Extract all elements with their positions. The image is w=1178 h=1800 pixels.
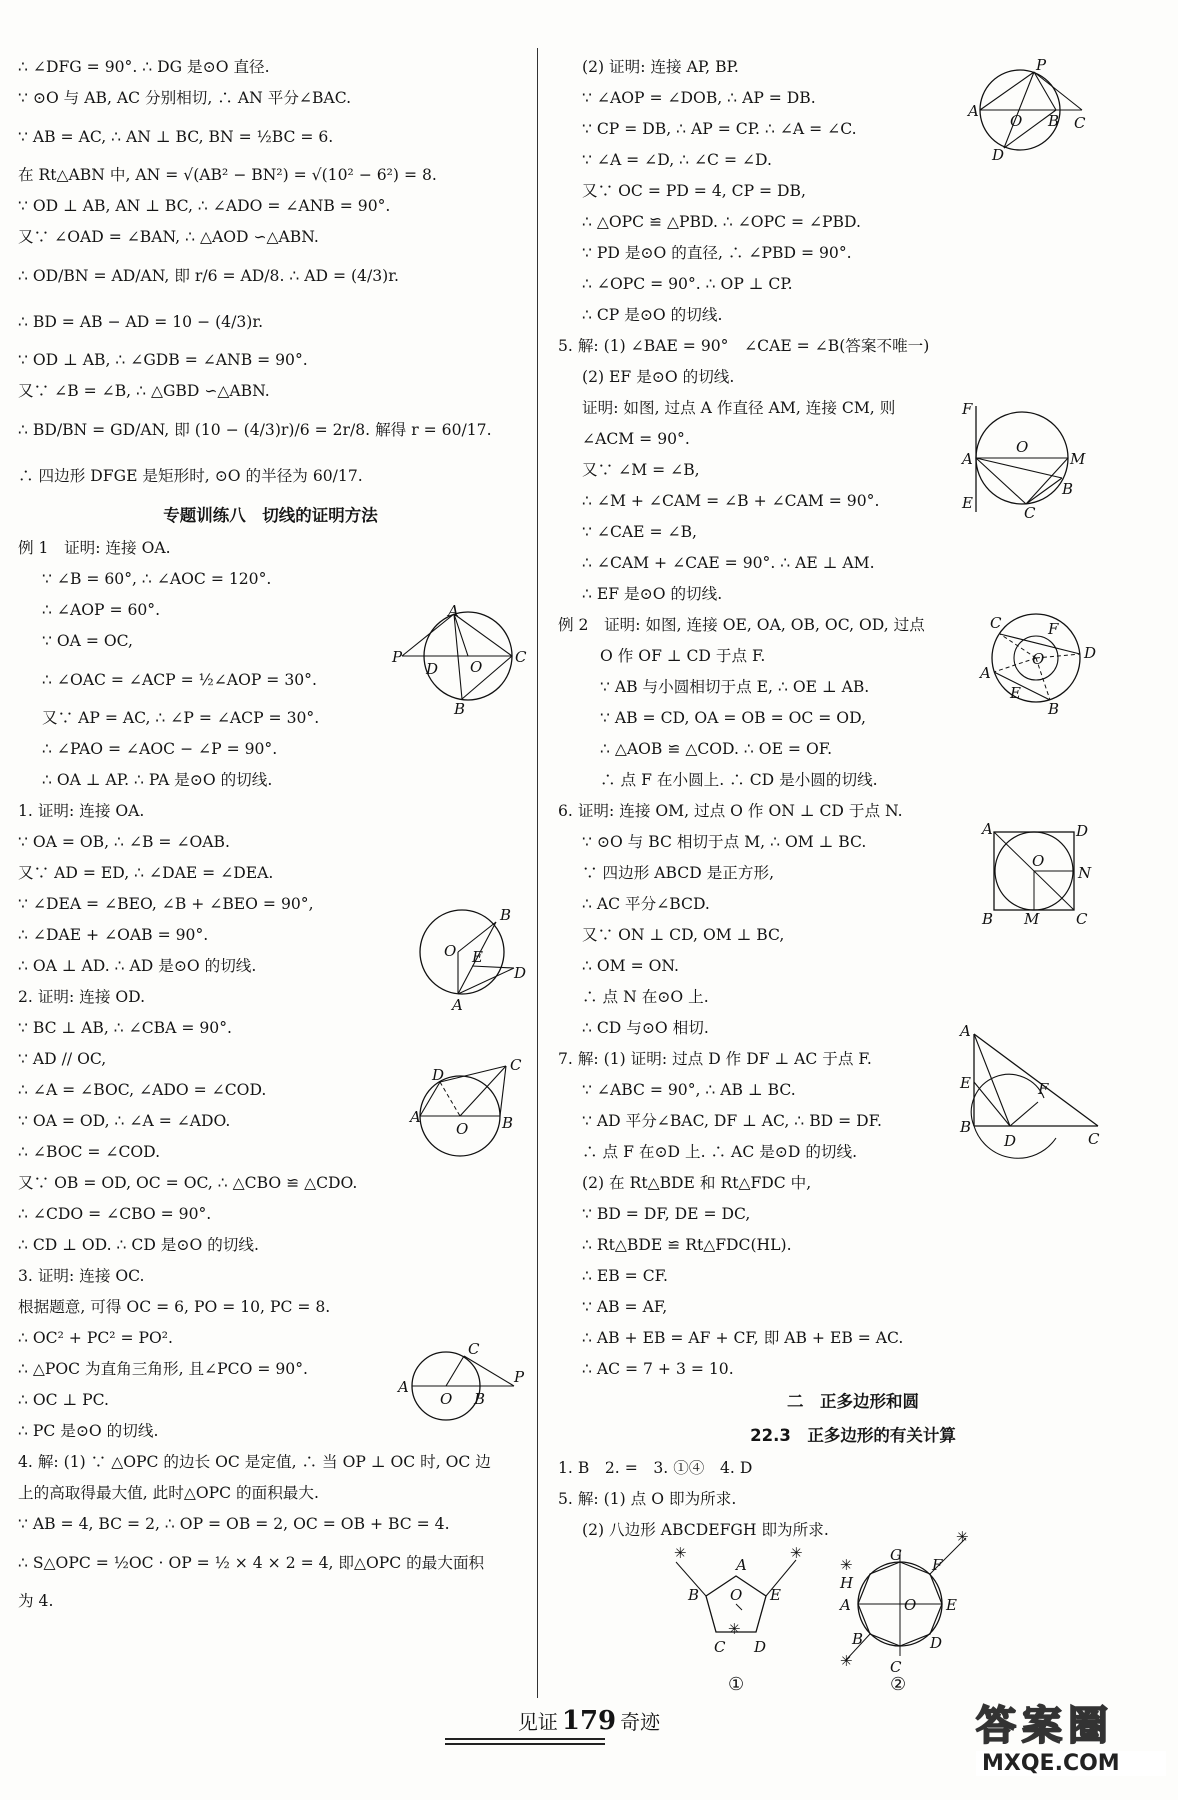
right-column	[558, 52, 1148, 1546]
svg-text:M: M	[1070, 450, 1086, 468]
svg-text:C: C	[714, 1638, 726, 1656]
svg-text:D: D	[426, 660, 439, 678]
svg-text:B: B	[688, 1586, 700, 1604]
text-line: ∴ ∠CDO = ∠CBO = 90°.	[18, 1205, 212, 1223]
text-line: ∵ ⊙O 与 AB, AC 分别相切, ∴ AN 平分∠BAC.	[18, 89, 352, 107]
svg-text:A: A	[410, 1108, 421, 1126]
figure-problem7	[960, 1022, 1110, 1150]
figure-caption: ②	[890, 1674, 907, 1695]
text-line: 例 1 证明: 连接 OA.	[18, 539, 171, 557]
svg-text:F: F	[962, 400, 973, 418]
figure-problem3	[398, 1340, 524, 1430]
text-line: 又∵ ∠OAD = ∠BAN, ∴ △AOD ∽△ABN.	[18, 228, 319, 246]
watermark-title: 答案圈	[976, 1703, 1114, 1749]
figure-problem1	[414, 902, 527, 1014]
svg-text:G: G	[890, 1546, 902, 1564]
figure-problem6	[982, 822, 1092, 926]
text-line: ∴ ∠DFG = 90°. ∴ DG 是⊙O 直径.	[18, 58, 270, 76]
text-line: ∵ AD // OC,	[18, 1050, 107, 1068]
text-line: 又∵ ∠M = ∠B,	[582, 461, 700, 479]
figure-construction-octagon	[826, 1528, 976, 1678]
svg-text:E: E	[472, 948, 483, 966]
text-line: ∴ ∠A = ∠BOC, ∠ADO = ∠COD.	[18, 1081, 267, 1099]
text-line: ∴ BD = AB − AD = 10 − (4/3)r.	[18, 313, 264, 331]
footer-left-text: 见证	[517, 1710, 558, 1734]
text-line: ∵ ∠DEA = ∠BEO, ∠B + ∠BEO = 90°,	[18, 895, 314, 913]
text-line: ∵ AB = 4, BC = 2, ∴ OP = OB = 2, OC = OB + BC = 4.	[18, 1515, 450, 1533]
svg-text:P: P	[1036, 56, 1047, 74]
text-line: ∵ 四边形 ABCD 是正方形,	[582, 864, 775, 882]
figure-example2	[980, 604, 1100, 718]
text-line: ∵ ∠A = ∠D, ∴ ∠C = ∠D.	[582, 151, 772, 169]
text-line: ∴ OC ⊥ PC.	[18, 1391, 109, 1409]
text-line: ∵ ∠B = 60°, ∴ ∠AOC = 120°.	[42, 570, 272, 588]
text-line: 又∵ AP = AC, ∴ ∠P = ∠ACP = 30°.	[42, 709, 320, 727]
svg-text:B: B	[852, 1630, 864, 1648]
text-line: 1. B 2. = 3. ①④ 4. D	[558, 1459, 753, 1477]
text-line: ∴ ∠AOP = 60°.	[42, 601, 161, 619]
text-line: ∴ ∠BOC = ∠COD.	[18, 1143, 161, 1161]
text-line: ∴ EF 是⊙O 的切线.	[582, 585, 723, 603]
svg-text:D: D	[1076, 822, 1089, 840]
svg-text:P: P	[514, 1368, 525, 1386]
svg-text:B: B	[1048, 700, 1060, 718]
svg-text:B: B	[1048, 112, 1060, 130]
text-line: 5. 解: (1) 点 O 即为所求.	[558, 1490, 737, 1508]
footer-rule	[445, 1738, 605, 1740]
text-line: 6. 证明: 连接 OM, 过点 O 作 ON ⊥ CD 于点 N.	[558, 802, 903, 820]
svg-text:D: D	[992, 146, 1005, 164]
text-line: (2) 在 Rt△BDE 和 Rt△FDC 中,	[582, 1174, 812, 1192]
text-line: ∵ OA = OD, ∴ ∠A = ∠ADO.	[18, 1112, 231, 1130]
text-line: ∴ AC 平分∠BCD.	[582, 895, 710, 913]
text-line: ∵ PD 是⊙O 的直径, ∴ ∠PBD = 90°.	[582, 244, 852, 262]
svg-text:C: C	[515, 648, 527, 666]
svg-text:C: C	[1088, 1130, 1100, 1148]
text-line: 又∵ ∠B = ∠B, ∴ △GBD ∽△ABN.	[18, 382, 270, 400]
text-line: ∵ ∠AOP = ∠DOB, ∴ AP = DB.	[582, 89, 816, 107]
text-line: 7. 解: (1) 证明: 过点 D 作 DF ⊥ AC 于点 F.	[558, 1050, 872, 1068]
text-line: ∠ACM = 90°.	[582, 430, 690, 448]
text-line: ∴ ∠OPC = 90°. ∴ OP ⊥ CP.	[582, 275, 793, 293]
text-line: ∴ ∠OAC = ∠ACP = ½∠AOP = 30°.	[42, 671, 317, 689]
svg-text:E: E	[946, 1596, 957, 1614]
text-line: ∴ CP 是⊙O 的切线.	[582, 306, 723, 324]
figure-problem2	[410, 1058, 526, 1162]
text-line: ∴ OA ⊥ AP. ∴ PA 是⊙O 的切线.	[42, 771, 273, 789]
text-line: ∵ BD = DF, DE = DC,	[582, 1205, 751, 1223]
svg-text:M: M	[1024, 910, 1040, 928]
svg-text:O: O	[444, 942, 457, 960]
text-line: ∴ Rt△BDE ≌ Rt△FDC(HL).	[582, 1236, 792, 1254]
svg-text:A: A	[980, 664, 991, 682]
svg-text:✳: ✳	[956, 1528, 969, 1546]
svg-text:O: O	[456, 1120, 469, 1138]
text-line: ∵ AB = CD, OA = OB = OC = OD,	[600, 709, 866, 727]
text-line: 在 Rt△ABN 中, AN = √(AB² − BN²) = √(10² − 6²) = 8.	[18, 166, 437, 184]
text-line: 为 4.	[18, 1592, 54, 1610]
svg-text:D: D	[930, 1634, 943, 1652]
footer-right-text: 奇迹	[620, 1710, 661, 1734]
text-line: ∴ PC 是⊙O 的切线.	[18, 1422, 159, 1440]
text-line: ∵ AB = AF,	[582, 1298, 668, 1316]
text-line: (2) 八边形 ABCDEFGH 即为所求.	[582, 1521, 829, 1539]
svg-text:F: F	[1038, 1080, 1049, 1098]
text-line: ∴ S△OPC = ½OC · OP = ½ × 4 × 2 = 4, 即△OPC 的最大面积	[18, 1554, 485, 1572]
svg-text:C: C	[1076, 910, 1088, 928]
svg-text:O: O	[904, 1596, 917, 1614]
svg-text:D: D	[432, 1066, 445, 1084]
text-line: ∵ BC ⊥ AB, ∴ ∠CBA = 90°.	[18, 1019, 232, 1037]
svg-text:O: O	[1032, 650, 1045, 668]
svg-text:O: O	[1010, 112, 1023, 130]
svg-text:P: P	[392, 648, 403, 666]
svg-text:H: H	[840, 1574, 854, 1592]
text-line: O 作 OF ⊥ CD 于点 F.	[600, 647, 766, 665]
text-line: (2) 证明: 连接 AP, BP.	[582, 58, 739, 76]
text-line: ∵ AD 平分∠BAC, DF ⊥ AC, ∴ BD = DF.	[582, 1112, 882, 1130]
svg-text:A: A	[968, 102, 979, 120]
section-heading: 专题训练八 切线的证明方法	[163, 506, 378, 525]
text-line: ∴ OM = ON.	[582, 957, 679, 975]
text-line: 又∵ OB = OD, OC = OC, ∴ △CBO ≌ △CDO.	[18, 1174, 358, 1192]
svg-text:C: C	[1024, 504, 1036, 522]
text-line: ∴ △OPC ≌ △PBD. ∴ ∠OPC = ∠PBD.	[582, 213, 861, 231]
svg-text:A: A	[840, 1596, 851, 1614]
svg-text:C: C	[990, 614, 1002, 632]
svg-text:A: A	[736, 1556, 747, 1574]
text-line: 上的高取得最大值, 此时△OPC 的面积最大.	[18, 1484, 319, 1502]
text-line: ∴ OA ⊥ AD. ∴ AD 是⊙O 的切线.	[18, 957, 257, 975]
text-line: ∵ CP = DB, ∴ AP = CP. ∴ ∠A = ∠C.	[582, 120, 857, 138]
text-line: ∴ 四边形 DFGE 是矩形时, ⊙O 的半径为 60/17.	[18, 467, 363, 485]
svg-text:D: D	[1084, 644, 1097, 662]
svg-text:✳: ✳	[674, 1544, 687, 1562]
svg-text:A: A	[452, 996, 463, 1014]
column-divider	[537, 48, 538, 1698]
svg-text:D: D	[514, 964, 527, 982]
svg-text:A: A	[448, 602, 459, 620]
svg-text:E: E	[960, 1074, 971, 1092]
watermark-url: MXQE.COM	[976, 1751, 1166, 1776]
svg-text:E: E	[770, 1586, 781, 1604]
text-line: ∵ OA = OC,	[42, 632, 134, 650]
svg-text:B: B	[454, 700, 466, 718]
text-line: 又∵ ON ⊥ CD, OM ⊥ BC,	[582, 926, 785, 944]
svg-text:A: A	[982, 820, 993, 838]
subsection-heading: 22.3 正多边形的有关计算	[750, 1426, 956, 1445]
text-line: ∴ ∠DAE + ∠OAB = 90°.	[18, 926, 209, 944]
text-line: 2. 证明: 连接 OD.	[18, 988, 146, 1006]
figure-problem4-2	[968, 56, 1088, 164]
watermark	[976, 1694, 1166, 1790]
svg-text:A: A	[960, 1022, 971, 1040]
svg-text:✳: ✳	[790, 1544, 803, 1562]
figure-caption: ①	[728, 1674, 745, 1695]
text-line: 1. 证明: 连接 OA.	[18, 802, 145, 820]
text-line: 3. 证明: 连接 OC.	[18, 1267, 145, 1285]
text-line: 又∵ AD = ED, ∴ ∠DAE = ∠DEA.	[18, 864, 274, 882]
text-line: ∴ AC = 7 + 3 = 10.	[582, 1360, 734, 1378]
text-line: ∵ OD ⊥ AB, ∴ ∠GDB = ∠ANB = 90°.	[18, 351, 308, 369]
svg-text:C: C	[890, 1658, 902, 1676]
svg-text:F: F	[1048, 620, 1059, 638]
text-line: ∵ ∠CAE = ∠B,	[582, 523, 697, 541]
text-line: 5. 解: (1) ∠BAE = 90° ∠CAE = ∠B(答案不唯一)	[558, 337, 930, 355]
text-line: ∵ AB = AC, ∴ AN ⊥ BC, BN = ½BC = 6.	[18, 128, 334, 146]
section-heading: 二 正多边形和圆	[787, 1392, 919, 1411]
svg-text:O: O	[730, 1586, 743, 1604]
svg-text:C: C	[510, 1056, 522, 1074]
text-line: ∵ ∠ABC = 90°, ∴ AB ⊥ BC.	[582, 1081, 796, 1099]
text-line: ∴ OD/BN = AD/AN, 即 r/6 = AD/8. ∴ AD = (4/3)r.	[18, 267, 399, 285]
text-line: ∴ 点 N 在⊙O 上.	[582, 988, 709, 1006]
svg-text:✳: ✳	[840, 1556, 853, 1574]
svg-text:B: B	[960, 1118, 972, 1136]
figure-example1	[392, 602, 527, 718]
svg-text:D: D	[754, 1638, 767, 1656]
svg-text:A: A	[398, 1378, 409, 1396]
svg-text:B: B	[474, 1390, 486, 1408]
text-line: ∵ ⊙O 与 BC 相切于点 M, ∴ OM ⊥ BC.	[582, 833, 867, 851]
svg-text:F: F	[932, 1556, 943, 1574]
svg-text:A: A	[962, 450, 973, 468]
text-line: ∴ ∠CAM + ∠CAE = 90°. ∴ AE ⊥ AM.	[582, 554, 875, 572]
page-number: 179	[561, 1706, 617, 1736]
text-line: ∵ OA = OB, ∴ ∠B = ∠OAB.	[18, 833, 230, 851]
svg-text:B: B	[502, 1114, 514, 1132]
text-line: 证明: 如图, 过点 A 作直径 AM, 连接 CM, 则	[582, 399, 896, 417]
text-line: ∴ ∠M + ∠CAM = ∠B + ∠CAM = 90°.	[582, 492, 880, 510]
text-line: ∴ AB + EB = AF + CF, 即 AB + EB = AC.	[582, 1329, 904, 1347]
svg-text:O: O	[440, 1390, 453, 1408]
svg-text:✳: ✳	[840, 1652, 853, 1670]
svg-text:N: N	[1078, 864, 1092, 882]
text-line: ∴ ∠PAO = ∠AOC − ∠P = 90°.	[42, 740, 278, 758]
text-line: 例 2 证明: 如图, 连接 OE, OA, OB, OC, OD, 过点	[558, 616, 925, 634]
text-line: ∴ △POC 为直角三角形, 且∠PCO = 90°.	[18, 1360, 308, 1378]
text-line: 4. 解: (1) ∵ △OPC 的边长 OC 是定值, ∴ 当 OP ⊥ OC 时, OC 边	[18, 1453, 491, 1471]
text-line: (2) EF 是⊙O 的切线.	[582, 368, 735, 386]
text-line: 根据题意, 可得 OC = 6, PO = 10, PC = 8.	[18, 1298, 331, 1316]
svg-text:C: C	[468, 1340, 480, 1358]
figure-construction-pentagon	[668, 1538, 808, 1678]
text-line: ∵ OD ⊥ AB, AN ⊥ BC, ∴ ∠ADO = ∠ANB = 90°.	[18, 197, 391, 215]
svg-text:B: B	[500, 906, 512, 924]
figure-problem5	[962, 400, 1088, 522]
svg-text:✳: ✳	[728, 1620, 741, 1638]
footer-rule	[445, 1743, 605, 1745]
svg-text:E: E	[962, 494, 973, 512]
svg-text:O: O	[470, 658, 483, 676]
text-line: ∵ AB 与小圆相切于点 E, ∴ OE ⊥ AB.	[600, 678, 870, 696]
svg-text:B: B	[982, 910, 994, 928]
svg-text:B: B	[1062, 480, 1074, 498]
text-line: ∴ CD 与⊙O 相切.	[582, 1019, 709, 1037]
text-line: 又∵ OC = PD = 4, CP = DB,	[582, 182, 806, 200]
text-line: ∴ CD ⊥ OD. ∴ CD 是⊙O 的切线.	[18, 1236, 259, 1254]
text-line: ∴ 点 F 在⊙D 上. ∴ AC 是⊙D 的切线.	[582, 1143, 858, 1161]
text-line: ∴ BD/BN = GD/AN, 即 (10 − (4/3)r)/6 = 2r/8. 解得 r = 60/17.	[18, 421, 492, 439]
svg-text:E: E	[1010, 684, 1021, 702]
svg-text:O: O	[1032, 852, 1045, 870]
text-line: ∴ EB = CF.	[582, 1267, 668, 1285]
svg-text:D: D	[1004, 1132, 1017, 1150]
text-line: ∴ OC² + PC² = PO².	[18, 1329, 173, 1347]
text-line: ∴ 点 F 在小圆上. ∴ CD 是小圆的切线.	[600, 771, 878, 789]
svg-text:C: C	[1074, 114, 1086, 132]
text-line: ∴ △AOB ≌ △COD. ∴ OE = OF.	[600, 740, 833, 758]
svg-text:O: O	[1016, 438, 1029, 456]
